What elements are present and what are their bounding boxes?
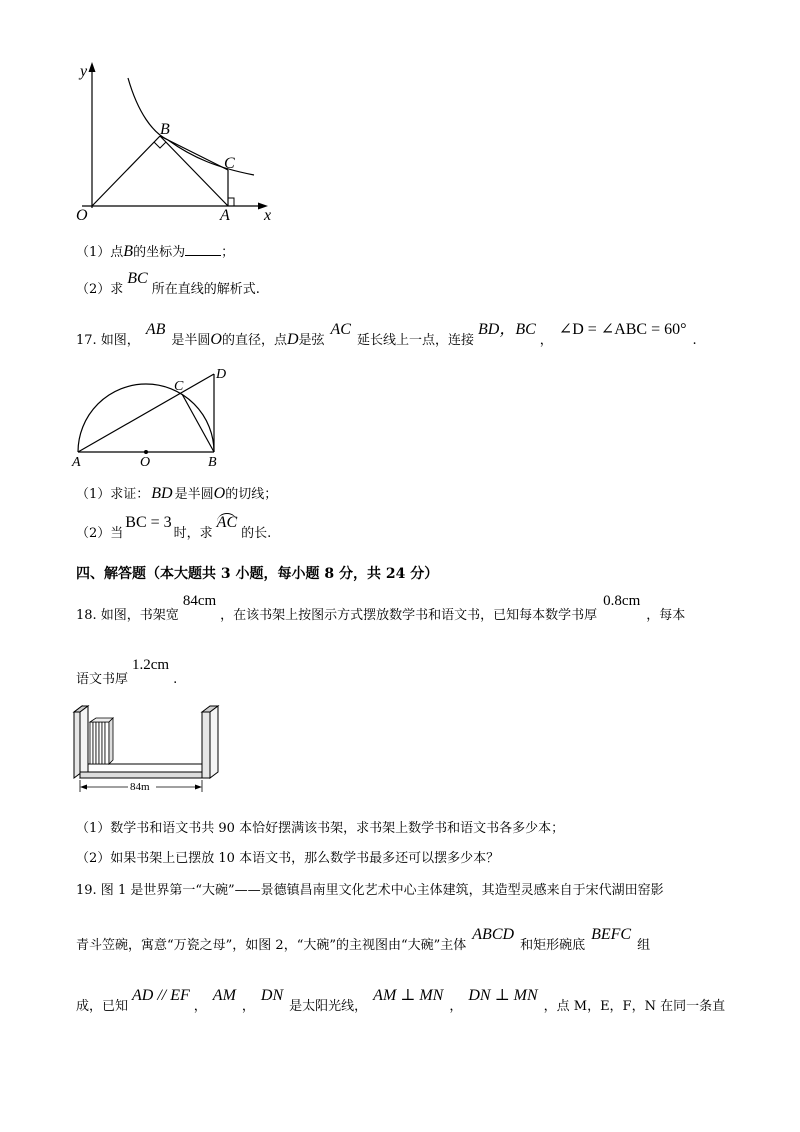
segment-OB [92,136,160,206]
figure-18-bookshelf-diagram [68,702,228,802]
dimension-label: 84m [130,781,150,793]
label-B: B [160,121,170,138]
q17-part-2: （2）当BC = 3时，求AC的长. [76,514,272,541]
q19-line-3: 成，已知AD // EF，AM，DN是太阳光线，AM ⊥ MN，DN ⊥ MN，点 M，E，F，N 在同一条直 [76,987,726,1014]
label-A: A [220,207,230,224]
q18-stem-line-2: 语文书厚1.2cm. [76,657,178,687]
label-y: y [80,63,88,80]
shelf-base [88,764,202,772]
shelf-base-front [80,772,202,778]
right-board [202,712,210,778]
q17-part-1: （1）求证： BD 是半圆O的切线； [76,485,278,502]
q19-line-2: 青斗笠碗，寓意“万瓷之母”，如图 2，“大碗”的主视图由“大碗”主体ABCD和矩形碗底BEFC组 [76,926,651,953]
y-axis-arrow [89,62,96,72]
q18-stem-line-1: 18. 如图，书架宽84cm，在该书架上按图示方式摆放数学书和语文书，已知每本数学书厚0.8cm，每本 [76,593,686,623]
right-angle-mark-A [228,198,234,206]
hyperbola-curve [128,78,254,175]
label-D: D [216,367,227,382]
figure-16-coordinate-diagram [68,58,288,228]
right-board-side [210,706,218,778]
q18-part-2: （2）如果书架上已摆放 10 本语文书，那么数学书最多还可以摆多少本？ [76,851,500,866]
label-A: A [72,455,81,470]
figure-17-semicircle-diagram [68,362,238,472]
q17-stem: 17. 如图，AB是半圆O的直径，点D是弦AC延长线上一点，连接BD，BC，∠D = ∠ABC = 60°. [76,321,697,348]
right-angle-mark-B [154,142,166,148]
q19-line-1: 19. 图 1 是世界第一“大碗”——景德镇昌南里文化艺术中心主体建筑，其造型灵感来自于宋代湖田窑影 [76,883,664,898]
label-x: x [264,207,272,224]
books [90,718,113,764]
left-board-face [80,706,88,778]
q18-part-1: （1）数学书和语文书共 90 本恰好摆满该书架，求书架上数学书和语文书各多少本； [76,821,565,836]
section-heading: 四、解答题（本大题共 3 小题，每小题 8 分，共 24 分） [76,566,439,582]
q16-part-1: （1）点B的坐标为 ； [76,243,235,260]
semicircle-arc [78,384,214,452]
answer-blank[interactable] [185,243,221,256]
label-C: C [174,379,184,394]
segment-BC [160,136,228,170]
label-O: O [76,207,88,224]
label-O: O [140,455,151,470]
segment-AD [78,374,214,452]
segment-BA [160,136,228,206]
segment-BC [182,394,214,452]
label-B: B [208,455,217,470]
label-C: C [224,155,235,172]
center-point-O [144,450,148,454]
q16-part-2: （2）求BC所在直线的解析式. [76,270,260,297]
